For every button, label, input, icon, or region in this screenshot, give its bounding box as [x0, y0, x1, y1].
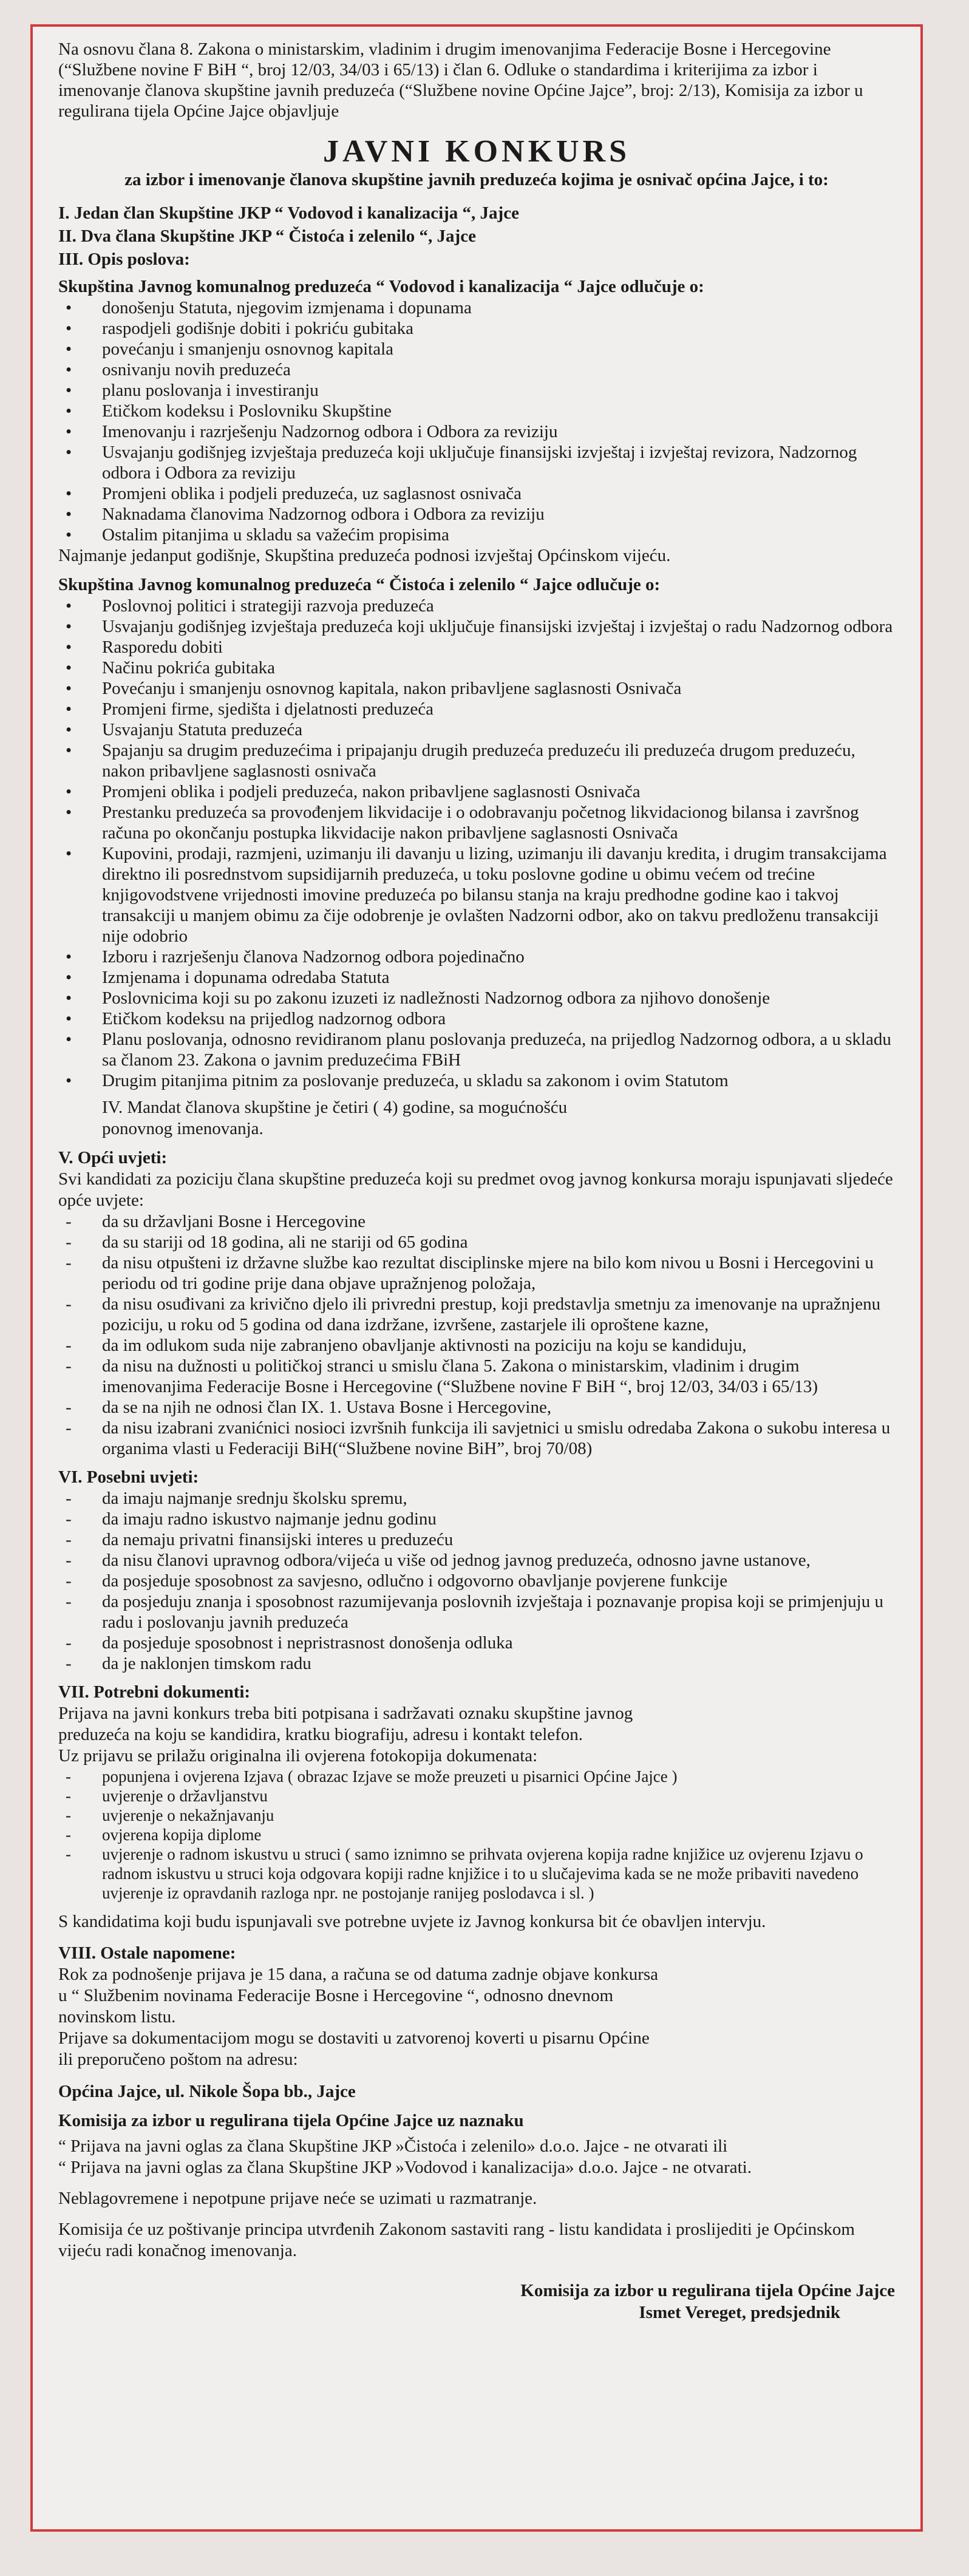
list-item: • Povećanju i smanjenju osnovnog kapitala, nakon pribavljene saglasnosti Osnivača	[66, 679, 682, 698]
list-item: - da nisu izabrani zvanićnici nosioci izvršnih funkcija ili savjetnici u smislu odredaba Zakona o sukobu interesa u organima vlasti u Federaciji BiH(“Službene novine BiH”, broj 70/08)	[66, 1418, 891, 1458]
list-item: - popunjena i ovjerena Izjava ( obrazac Izjave se može preuzeti u pisarnici Općine Jajce )	[66, 1767, 678, 1786]
document-title: JAVNI KONKURS	[322, 134, 631, 169]
document-page	[30, 24, 923, 2532]
list-item: - ovjerena kopija diplome	[66, 1826, 262, 1844]
ostale-heading: VIII. Ostale napomene:	[58, 1943, 236, 1963]
opci-heading: V. Opći uvjeti:	[58, 1148, 168, 1167]
list-item: • osnivanju novih preduzeća	[66, 360, 291, 379]
position-2: II. Dva člana Skupštine JKP “ Čistoća i zelenilo “, Jajce	[58, 226, 476, 246]
list-item: • Poslovnicima koji su po zakonu izuzeti iz nadležnosti Nadzornog odbora za njihovo donošenje	[66, 988, 770, 1008]
list-item: • Poslovnoj politici i strategiji razvoja preduzeća	[66, 596, 434, 616]
list-item: - da nemaju privatni finansijski interes u preduzeću	[66, 1530, 454, 1549]
list-item: - uvjerenje o nekažnjavanju	[66, 1806, 274, 1824]
list-item: • Ostalim pitanjima u skladu sa važećim propisima	[66, 525, 449, 545]
list-item: - da je naklonjen timskom radu	[66, 1654, 311, 1673]
list-item: - da imaju radno iskustvo najmanje jednu godinu	[66, 1509, 437, 1529]
list-item: • Izboru i razrješenju članova Nadzornog odbora pojedinačno	[66, 947, 525, 967]
opci-intro: Svi kandidati za poziciju člana skupštine preduzeća koji su predmet ovog javnog konkursa moraju ispunjavati sljedeće	[58, 1169, 893, 1189]
intro-paragraph: Na osnovu člana 8. Zakona o ministarskim, vladinim i drugim imenovanjima Federacije Bosne i Hercegovine (“Službene novine F BiH “, broj 12/03, 34/03 i 65/13) i član 6. Odluke o standardima i kriterijima za izbor i imenovanje članova skupštine javnih preduzeća (“Službene novine Općine Jajce”, broj: 2/13), Komisija za izbor u regulirana tijela Općine Jajce objavljuje	[58, 39, 863, 121]
posebni-heading: VI. Posebni uvjeti:	[58, 1467, 199, 1487]
dokumenti-p1: Prijava na javni konkurs treba biti potpisana i sadržavati oznaku skupštine javnog preduzeća na koju se kandidira, kratku biografiju, adresu i kontakt telefon.	[58, 1704, 633, 1744]
list-item: • Načinu pokrića gubitaka	[66, 658, 276, 678]
list-item: • Izmjenama i dopunama odredaba Statuta	[66, 968, 390, 987]
address: Općina Jajce, ul. Nikole Šopa bb., Jajce	[58, 2082, 356, 2101]
list-item: - da su državljani Bosne i Hercegovine	[66, 1212, 366, 1231]
list-item: • Promjeni firme, sjedišta i djelatnosti preduzeća	[66, 699, 434, 719]
list-item: - da posjeduje sposobnost i nepristrasnost donošenja odluka	[66, 1633, 513, 1653]
ostale-p3: Neblagovremene i nepotpune prijave neće se uzimati u razmatranje.	[58, 2189, 537, 2208]
list-item: • Naknadama članovima Nadzornog odbora i Odbora za reviziju	[66, 505, 545, 524]
list-item: - da se na njih ne odnosi član IX. 1. Ustava Bosne i Hercegovine,	[66, 1398, 552, 1417]
list-item: - da nisu otpušteni iz državne službe kao rezultat disciplinske mjere na bilo kom nivou u Bosni i Hercegovini u periodu od tri godine prije dana objave upražnjenog položaja,	[66, 1253, 874, 1293]
list-item: • Promjeni oblika i podjeli preduzeća, uz saglasnost osnivača	[66, 484, 522, 503]
signature-line-2: Ismet Vereget, predsjednik	[639, 2303, 840, 2322]
signature-line-1: Komisija za izbor u regulirana tijela Općine Jajce	[520, 2281, 895, 2300]
list-item: • povećanju i smanjenju osnovnog kapitala	[66, 339, 394, 359]
list-item: - da nisu osuđivani za krivično djelo ili privredni prestup, koji predstavlja smetnju za imenovanje na upražnjenu poziciju, u roku od 5 godina od dana izdržane, izvršene, zastarjele ili oproštene kazne,	[66, 1294, 881, 1334]
document-subtitle: za izbor i imenovanje članova skupštine javnih preduzeća kojima je osnivač općina Jajce, i to:	[124, 170, 829, 189]
vodovod-heading: Skupština Javnog komunalnog preduzeća “ Vodovod i kanalizacija “ Jajce odlučuje o:	[58, 277, 704, 296]
dokumenti-list	[58, 1767, 895, 1903]
ostale-p1: Rok za podnošenje prijava je 15 dana, a računa se od datuma zadnje objave konkursa u “ Službenim novinama Federacije Bosne i Hercegovine “, odnosno dnevnom novinskom listu.	[58, 1965, 659, 2027]
list-item: - da im odlukom suda nije zabranjeno obavljanje aktivnosti na poziciju na koju se kandiduju,	[66, 1336, 747, 1355]
list-item: • Kupovini, prodaji, razmjeni, uzimanju ili davanju u lizing, uzimanju ili davanju kredita, i drugim transakcijama direktno ili posrednstvom supsidijarnih preduzeća, u toku poslovne godine u obimu većem od trećine knjigovodstvene vrijednosti imovine preduzeća po bilansu stanja na kraju predhodne godine kao i takvoj transakciji u manjem obimu za čije odobrenje je ovlašten Nadzorni odbor, ako on takvu predloženu transakciji nije odobrio	[66, 844, 887, 946]
ostale-p2: Prijave sa dokumentacijom mogu se dostaviti u zatvorenoj koverti u pisarnu Općine ili preporučeno poštom na adresu:	[58, 2028, 650, 2069]
mandat-paragraph: IV. Mandat članova skupštine je četiri ( 4) godine, sa mogućnošću ponovnog imenovanja.	[102, 1098, 568, 1138]
list-item: • Spajanju sa drugim preduzećima i pripajanju drugih preduzeća preduzeću ili preduzeća drugom preduzeću, nakon pribavljene saglasnosti osnivača	[66, 741, 855, 781]
list-item: - uvjerenje o radnom iskustvu u struci ( samo iznimno se prihvata ovjerena kopija radne knjižice uz ovjerenu Izjavu o radnom iskustvu u struci koja odgovara kopiji radne knjižice i to u slučajevima kada se ne može pribaviti navedeno uvjerenje iz opravdanih razloga npr. ne postojanje ranijeg poslodavca i sl. )	[66, 1845, 863, 1902]
cistoca-heading: Skupština Javnog komunalnog preduzeća “ Čistoća i zelenilo “ Jajce odlučuje o:	[58, 575, 661, 594]
dokumenti-heading: VII. Potrebni dokumenti:	[58, 1682, 251, 1702]
list-item: • donošenju Statuta, njegovim izmjenama i dopunama	[66, 298, 472, 318]
quote-vodovod: “ Prijava na javni oglas za člana Skupštine JKP »Vodovod i kanalizacija» d.o.o. Jajce - ne otvarati.	[58, 2158, 752, 2177]
list-item: • Prestanku preduzeća sa provođenjem likvidacije i o odobravanju početnog likvidacionog bilansa i završnog računa po okončanju postupka likvidacije nakon pribavljene saglasnosti Osnivača	[66, 803, 859, 843]
list-item: • Usvajanju godišnjeg izvještaja preduzeća koji uključuje finansijski izvještaj i izvještaj revizora, Nadzornog odbora i Odbora za reviziju	[66, 443, 857, 483]
cistoca-list	[58, 596, 895, 1091]
list-item: - da su stariji od 18 godina, ali ne stariji od 65 godina	[66, 1232, 468, 1252]
list-item: • raspodjeli godišnje dobiti i pokriću gubitaka	[66, 319, 414, 338]
list-item: • Planu poslovanja, odnosno revidiranom planu poslovanja preduzeća, na prijedlog Nadzornog odbora, a u skladu sa članom 23. Zakona o javnim preduzećima FBiH	[66, 1030, 891, 1070]
list-item: - da nisu članovi upravnog odbora/vijeća u više od jednog javnog preduzeća, odnosno javne ustanove,	[66, 1551, 811, 1570]
list-item: • Etičkom kodeksu na prijedlog nadzornog odbora	[66, 1009, 446, 1028]
list-item: - da posjeduju znanja i sposobnost razumijevanja poslovnih izvještaja i poznavanje propisa koji se primjenjuju u radu i poslovanju javnih preduzeća	[66, 1592, 883, 1632]
list-item: - da posjeduje sposobnost za savjesno, odlučno i odgovorno obavljanje povjerene funkcije	[66, 1571, 728, 1591]
position-1: I. Jedan član Skupštine JKP “ Vodovod i kanalizacija “, Jajce	[58, 203, 519, 223]
list-item: • planu poslovanja i investiranju	[66, 381, 319, 400]
list-item: • Rasporedu dobiti	[66, 637, 223, 657]
list-item: • Usvajanju godišnjeg izvještaja preduzeća koji uključuje finansijski izvještaj i izvještaj o radu Nadzornog odbora	[66, 617, 893, 636]
komisija-naznaka: Komisija za izbor u regulirana tijela Općine Jajce uz naznaku	[58, 2111, 524, 2130]
quote-cistoca: “ Prijava na javni oglas za člana Skupštine JKP »Čistoća i zelenilo» d.o.o. Jajce - ne otvarati ili	[58, 2136, 728, 2156]
dokumenti-p3: S kandidatima koji budu ispunjavali sve potrebne uvjete iz Javnog konkursa bit će obavljen intervju.	[58, 1912, 766, 1931]
opci-list	[58, 1211, 895, 1459]
list-item: - da nisu na dužnosti u političkoj stranci u smislu člana 5. Zakona o ministarskim, vladinim i drugim imenovanjima Federacije Bosne i Hercegovine (“Službene novine F BiH “, broj 12/03, 34/03 i 65/13)	[66, 1356, 818, 1396]
list-item: • Imenovanju i razrješenju Nadzornog odbora i Odbora za reviziju	[66, 422, 558, 441]
list-item: - da imaju najmanje srednju školsku spremu,	[66, 1489, 407, 1508]
list-item: • Etičkom kodeksu i Poslovniku Skupštine	[66, 401, 392, 421]
dokumenti-p2: Uz prijavu se prilažu originalna ili ovjerena fotokopija dokumenata:	[58, 1746, 538, 1765]
posebni-list	[58, 1488, 895, 1674]
vodovod-note: Najmanje jedanput godišnje, Skupština preduzeća podnosi izvještaj Općinskom vijeću.	[58, 546, 671, 565]
list-item: - uvjerenje o državljanstvu	[66, 1787, 268, 1805]
section-3-heading: III. Opis poslova:	[58, 250, 190, 269]
list-item: • Promjeni oblika i podjeli preduzeća, nakon pribavljene saglasnosti Osnivača	[66, 782, 641, 801]
opci-intro-2: opće uvjete:	[58, 1191, 144, 1210]
vodovod-list	[58, 297, 895, 545]
list-item: • Usvajanju Statuta preduzeća	[66, 720, 303, 739]
list-item: • Drugim pitanjima pitnim za poslovanje preduzeća, u skladu sa zakonom i ovim Statutom	[66, 1071, 729, 1090]
ostale-p4: Komisija će uz poštivanje principa utvrđenih Zakonom sastaviti rang - listu kandidata i proslijediti je Općinskom vijeću radi konačnog imenovanja.	[58, 2220, 855, 2260]
